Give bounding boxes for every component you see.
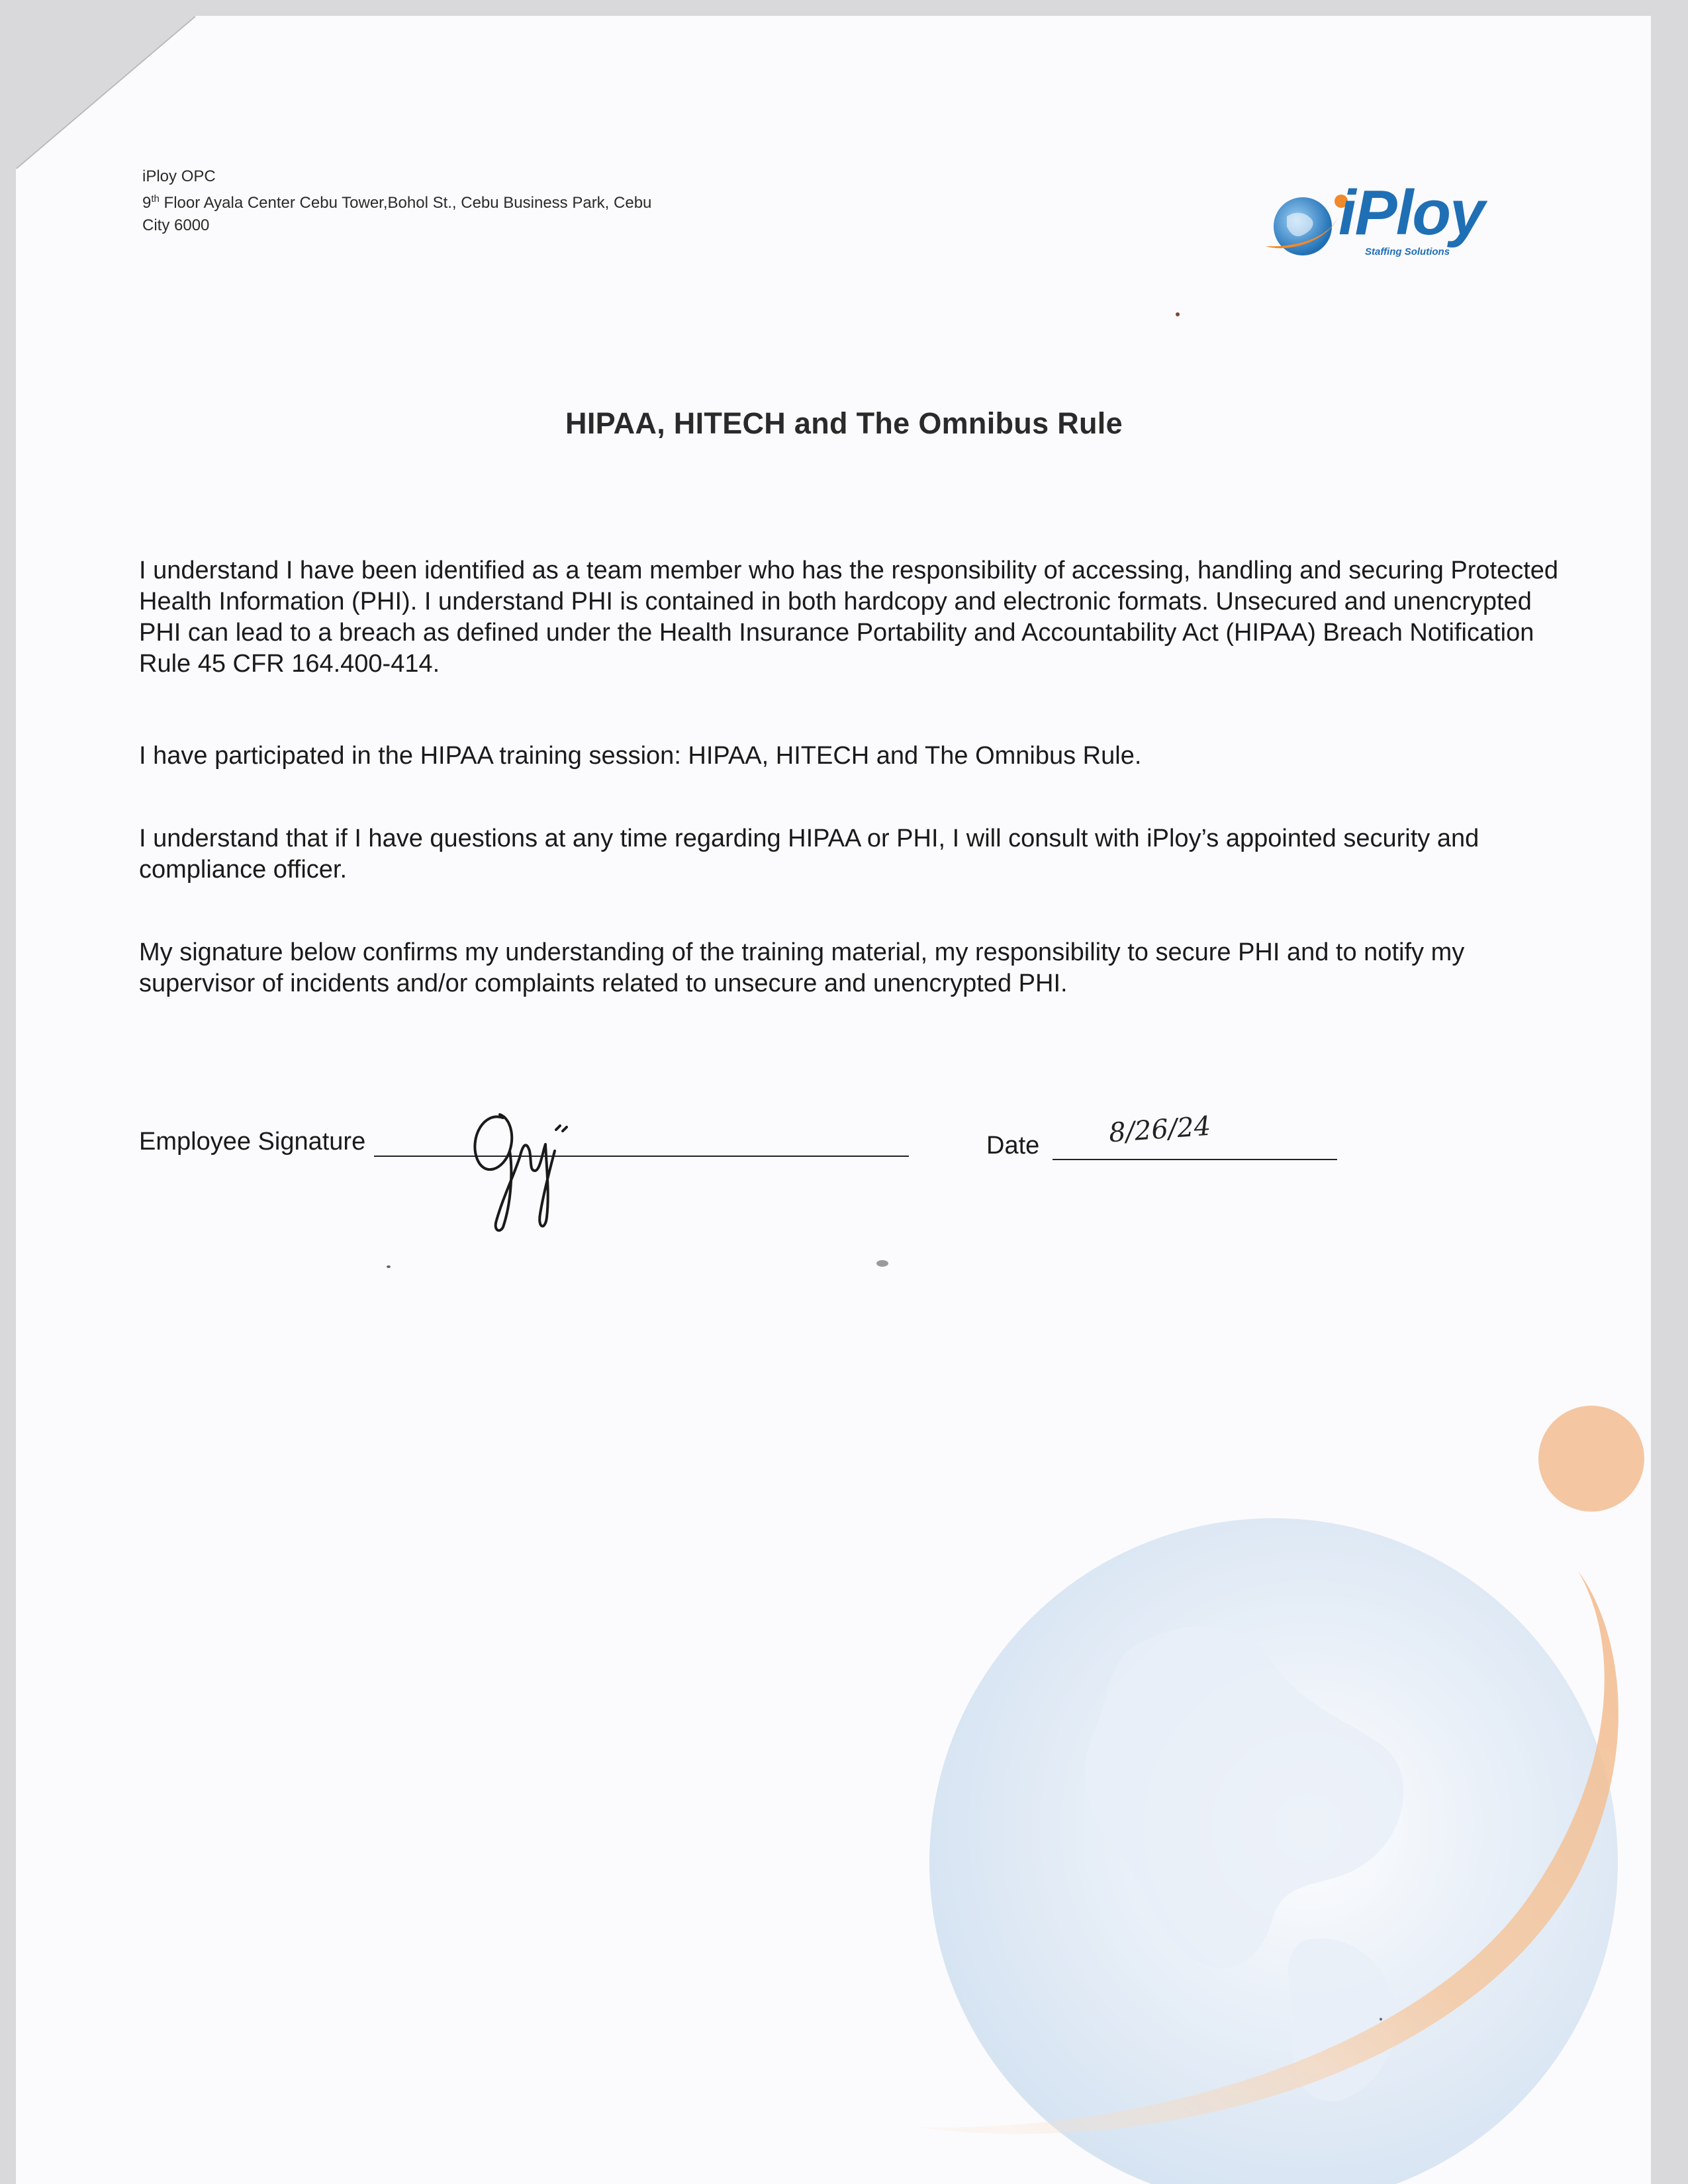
address-street: Floor Ayala Center Cebu Tower,Bohol St., Cebu Business Park, Cebu [159,194,652,212]
globe-watermark [876,1373,1651,2184]
paragraph-compliance-officer: I understand that if I have questions at any time regarding HIPAA or PHI, I will consult with iPloy’s appointed security and compliance officer. [139,825,1479,884]
paragraph-signature-confirmation: My signature below confirms my understanding of the training material, my responsibility to secure PHI and to notify my supervisor of incidents and/or complaints related to unsecure and unencrypted PHI. [139,938,1465,997]
scan-speck [387,1265,391,1268]
handwritten-date: 8/26/24 [1107,1111,1212,1149]
date-label: Date [986,1132,1040,1160]
logo-wordmark: iPloy [1338,177,1484,248]
paragraph-phi-responsibility: I understand I have been identified as a team member who has the responsibility of accessing, handling and securing Protected Health Information (PHI). I understand PHI is contained in both hardcopy and electronic formats. Unsecured and unencrypted PHI can lead to a breach as defined under the Health Insurance Portability and Accountability Act (HIPAA) Breach Notification Rule 45 CFR 164.400-414. [139,557,1559,678]
company-name: iPloy OPC [142,167,216,185]
document-page [16,16,1651,2184]
company-address-line1 [142,188,651,214]
iploy-logo [1260,177,1525,273]
address-floor-suffix: th [151,193,160,205]
scan-speck [1176,312,1180,316]
scan-speck [876,1260,888,1267]
document-title: HIPAA, HITECH and The Omnibus Rule [565,406,1123,440]
date-line [1053,1159,1337,1160]
company-address-block [142,165,651,237]
paragraph-training-session: I have participated in the HIPAA training session: HIPAA, HITECH and The Omnibus Rule. [139,742,1142,770]
scan-speck [1380,2018,1382,2021]
logo-tagline: Staffing Solutions [1365,246,1450,257]
company-address-line2: City 6000 [142,216,210,234]
employee-signature-label: Employee Signature [139,1128,366,1156]
handwritten-signature [463,1078,596,1237]
address-floor-number: 9 [142,194,152,212]
signature-line [374,1156,909,1157]
